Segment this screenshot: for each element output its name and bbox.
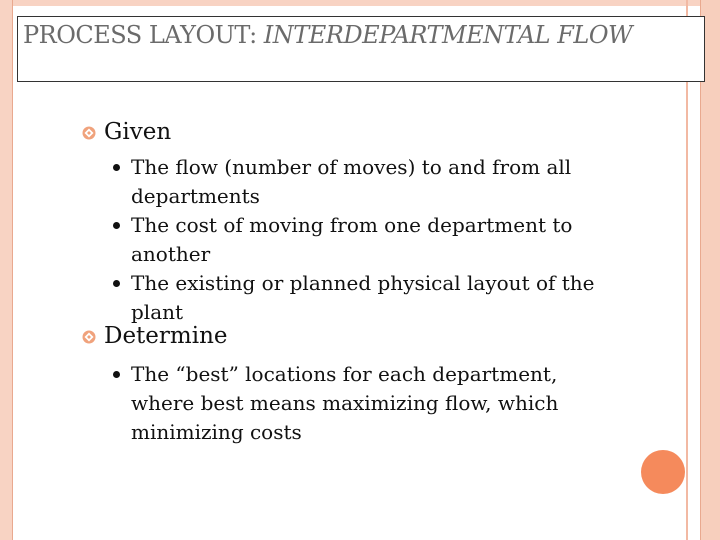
decorative-circle	[641, 450, 685, 494]
title-italic: INTERDEPARTMENTAL FLOW	[263, 21, 633, 49]
bullet-dot-icon	[113, 222, 120, 229]
slide-frame-left	[0, 0, 13, 540]
bullet-label: Determine	[104, 323, 228, 349]
list-item-text: The “best” locations for each department, where best means maximizing flow, which minimizing costs	[131, 362, 559, 444]
slide-frame-top	[0, 0, 720, 6]
diamond-bullet-icon	[82, 330, 96, 344]
bullet-label: Given	[104, 119, 172, 145]
title-box	[17, 16, 705, 82]
list-item-text: The flow (number of moves) to and from all departments	[131, 155, 572, 208]
bullet-dot-icon	[113, 280, 120, 287]
diamond-bullet-icon	[82, 126, 96, 140]
slide-title	[23, 20, 704, 50]
bullet-dot-icon	[113, 164, 120, 171]
list-item-text: The cost of moving from one department to another	[131, 213, 573, 266]
title-regular: PROCESS LAYOUT:	[23, 21, 264, 49]
bullet-dot-icon	[113, 371, 120, 378]
list-item-text: The existing or planned physical layout of the plant	[131, 271, 595, 324]
